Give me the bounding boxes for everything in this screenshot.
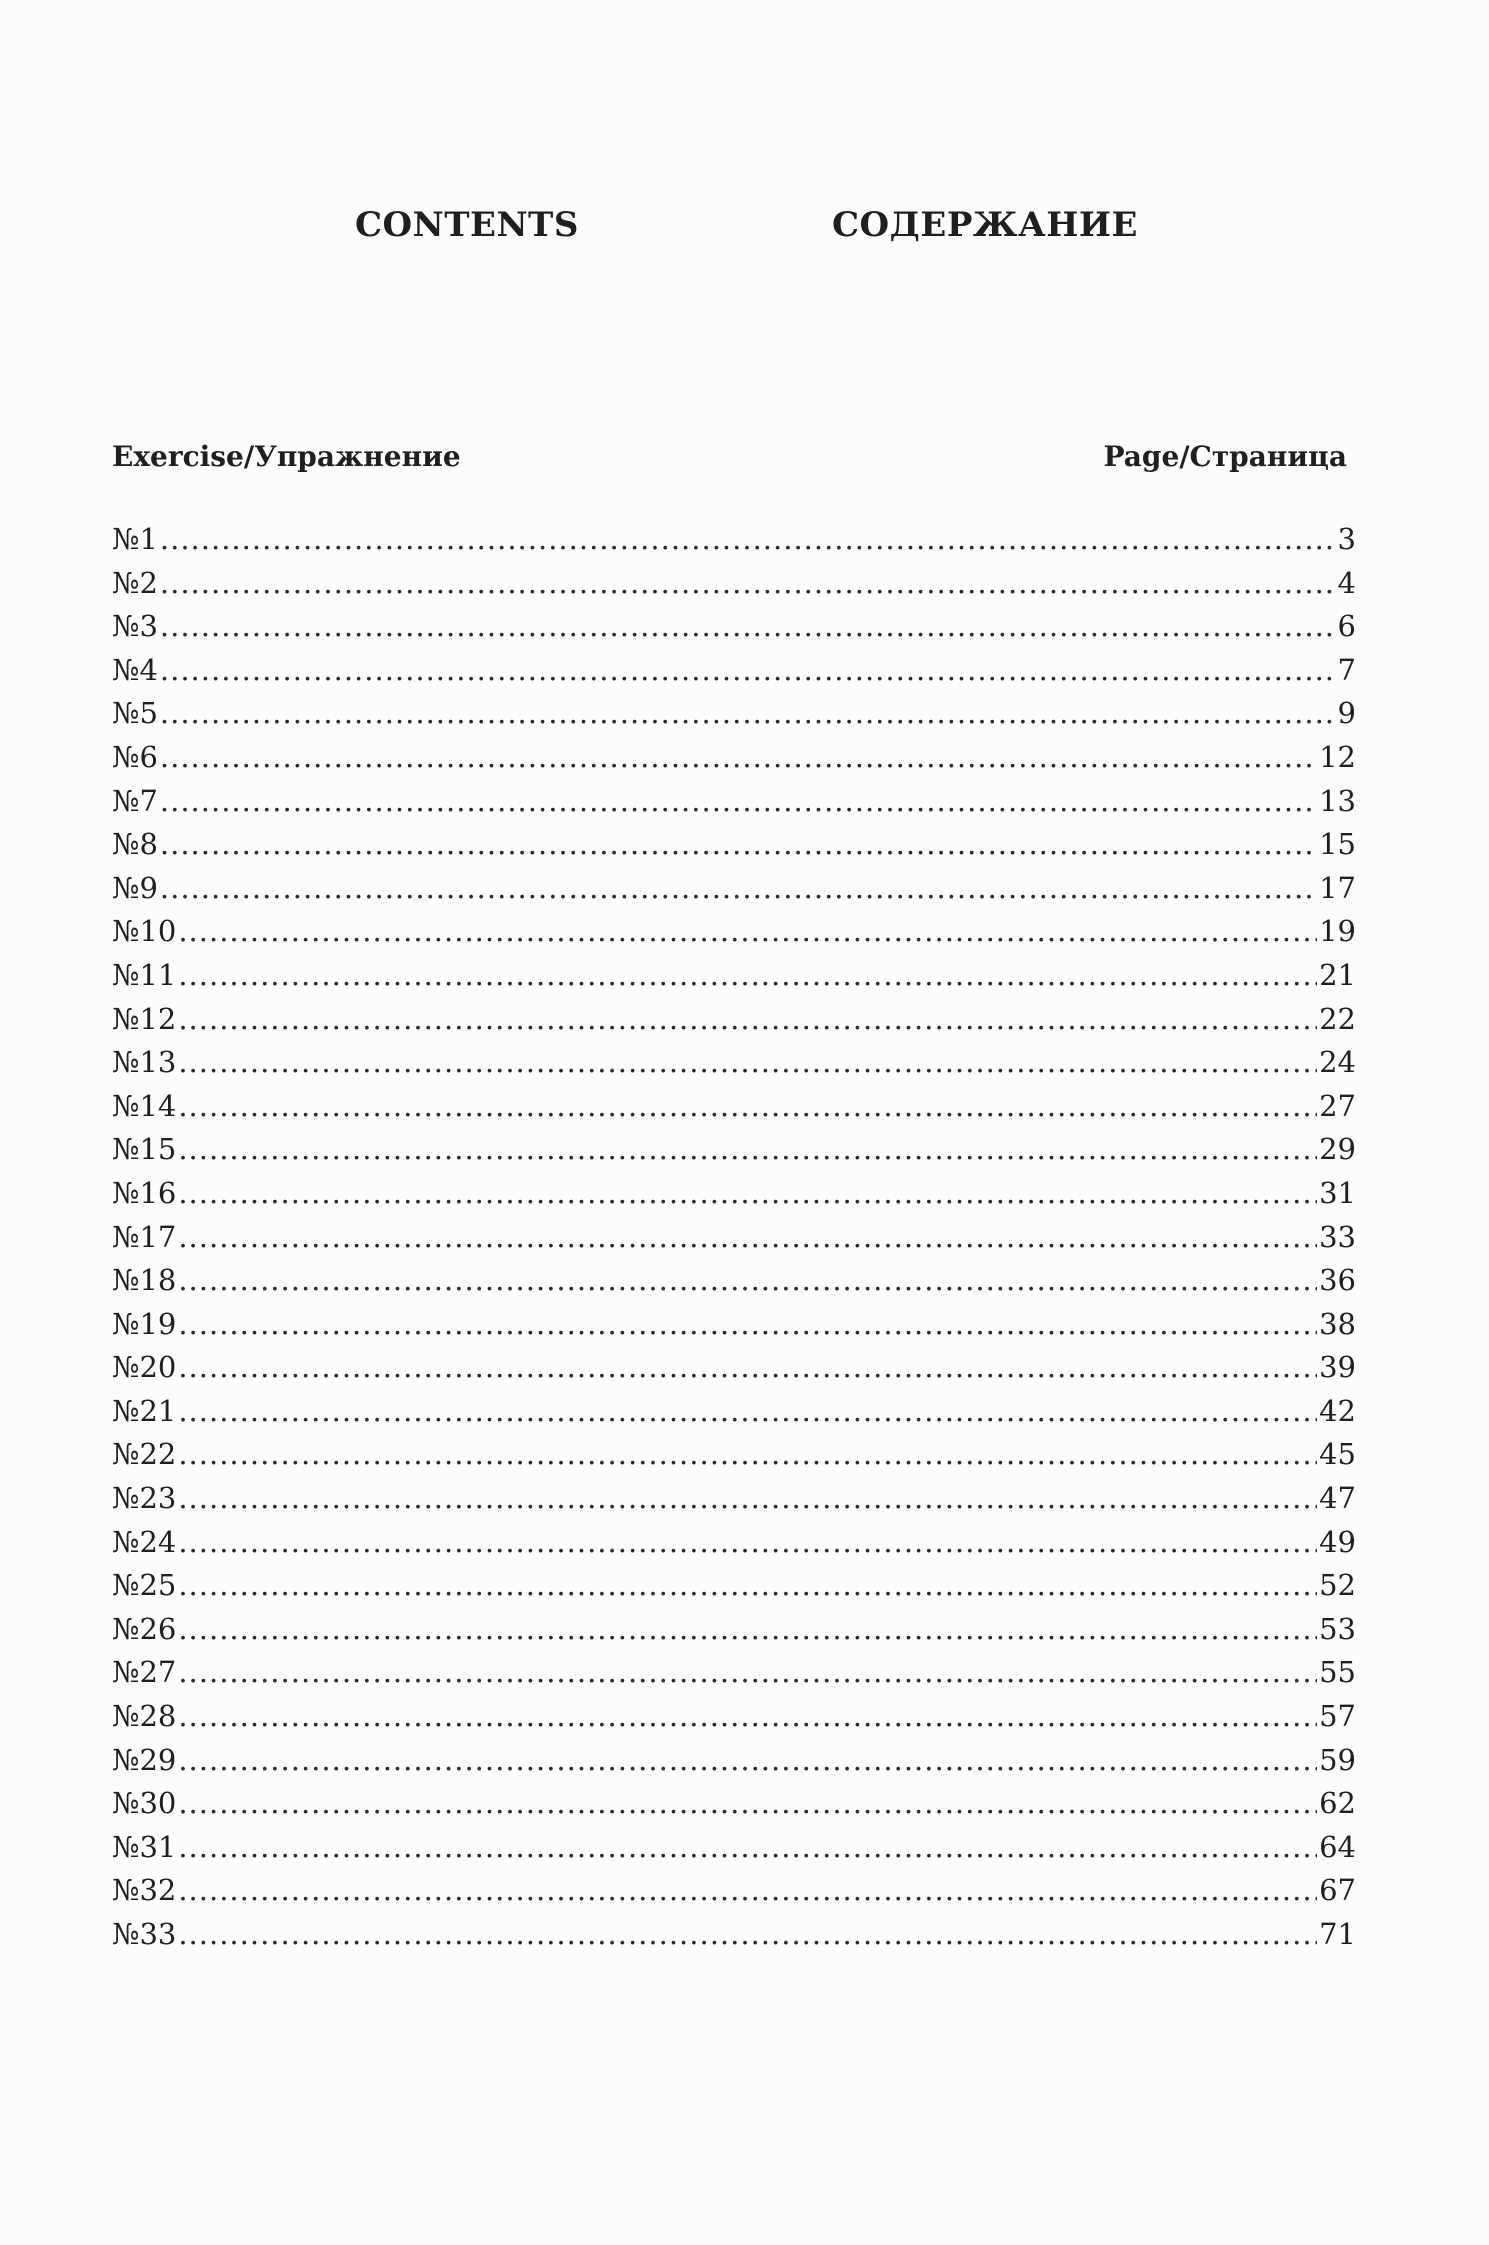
toc-entry-label: №30 <box>112 1786 177 1821</box>
toc-entry-page: 71 <box>1319 1917 1356 1951</box>
toc-entry <box>112 1433 1356 1477</box>
toc-entry <box>112 1085 1356 1129</box>
dot-leader <box>178 1303 1317 1347</box>
exercise-column-header: Exercise/Упражнение <box>112 440 461 473</box>
toc-entry-page: 47 <box>1319 1481 1356 1516</box>
toc-entry-label: №25 <box>112 1568 177 1603</box>
toc-entry-page: 29 <box>1319 1132 1356 1167</box>
toc-entry-label: №6 <box>112 739 158 774</box>
toc-entry <box>112 1608 1356 1652</box>
dot-leader <box>178 1216 1317 1260</box>
toc-entry <box>112 1869 1356 1913</box>
dot-leader <box>178 1564 1317 1608</box>
toc-entry-label: №2 <box>112 565 158 600</box>
toc-entry <box>112 1521 1356 1565</box>
toc-entry-label: №8 <box>112 827 158 862</box>
toc-entry-label: №13 <box>112 1045 177 1080</box>
dot-leader <box>178 1172 1317 1216</box>
dot-leader <box>160 562 1336 606</box>
toc-entry-page: 49 <box>1319 1524 1356 1559</box>
toc-entry-label: №23 <box>112 1481 177 1516</box>
toc-entry <box>112 1782 1356 1826</box>
toc-entry <box>112 867 1356 911</box>
dot-leader <box>160 605 1336 649</box>
toc-entry-page: 19 <box>1319 914 1356 949</box>
toc-entry-label: №9 <box>112 870 158 905</box>
toc-entry-label: №27 <box>112 1655 177 1690</box>
toc-entry-label: №11 <box>112 957 177 992</box>
toc-entry-page: 15 <box>1319 827 1356 862</box>
toc-entry <box>112 780 1356 824</box>
toc-entry <box>112 823 1356 867</box>
table-of-contents <box>112 518 1356 1957</box>
dot-leader <box>160 518 1336 562</box>
toc-entry-page: 67 <box>1319 1873 1356 1908</box>
toc-entry-label: №12 <box>112 1001 177 1036</box>
dot-leader <box>160 780 1317 824</box>
dot-leader <box>178 954 1317 998</box>
toc-entry-label: №4 <box>112 652 158 687</box>
toc-entry-page: 17 <box>1319 870 1356 905</box>
dot-leader <box>178 1869 1317 1913</box>
toc-entry-label: №16 <box>112 1175 177 1210</box>
dot-leader <box>160 692 1336 736</box>
toc-entry-label: №26 <box>112 1611 177 1646</box>
toc-entry-label: №18 <box>112 1263 177 1298</box>
toc-entry-page: 12 <box>1319 739 1356 774</box>
toc-entry <box>112 1739 1356 1783</box>
toc-entry-label: №24 <box>112 1524 177 1559</box>
toc-entry-page: 33 <box>1319 1219 1356 1254</box>
toc-entry <box>112 605 1356 649</box>
toc-entry-page: 62 <box>1319 1786 1356 1821</box>
toc-entry-label: №15 <box>112 1132 177 1167</box>
toc-entry-label: №20 <box>112 1350 177 1385</box>
toc-entry-page: 55 <box>1319 1655 1356 1690</box>
toc-entry <box>112 1041 1356 1085</box>
toc-entry-page: 9 <box>1337 696 1356 731</box>
toc-entry-page: 3 <box>1337 522 1356 556</box>
toc-entry-page: 52 <box>1319 1568 1356 1603</box>
toc-entry <box>112 649 1356 693</box>
toc-entry-label: №21 <box>112 1393 177 1428</box>
dot-leader <box>178 1608 1317 1652</box>
dot-leader <box>160 867 1317 911</box>
toc-entry-page: 59 <box>1319 1742 1356 1777</box>
dot-leader <box>178 1128 1317 1172</box>
toc-entry <box>112 736 1356 780</box>
toc-entry-page: 21 <box>1319 957 1356 992</box>
toc-entry <box>112 692 1356 736</box>
toc-entry-page: 53 <box>1319 1611 1356 1646</box>
toc-entry-label: №1 <box>112 522 158 556</box>
toc-entry <box>112 1390 1356 1434</box>
toc-entry <box>112 1303 1356 1347</box>
toc-entry-page: 6 <box>1337 609 1356 644</box>
toc-entry <box>112 1826 1356 1870</box>
toc-entry-label: №32 <box>112 1873 177 1908</box>
toc-entry <box>112 518 1356 562</box>
toc-entry-label: №19 <box>112 1306 177 1341</box>
dot-leader <box>160 649 1336 693</box>
toc-entry-page: 22 <box>1319 1001 1356 1036</box>
toc-entry-page: 64 <box>1319 1829 1356 1864</box>
toc-entry-label: №33 <box>112 1917 177 1951</box>
dot-leader <box>178 1651 1317 1695</box>
page-title-english: CONTENTS <box>355 205 579 245</box>
dot-leader <box>178 1913 1317 1957</box>
toc-entry-page: 39 <box>1319 1350 1356 1385</box>
toc-entry-page: 13 <box>1319 783 1356 818</box>
dot-leader <box>178 1521 1317 1565</box>
toc-entry <box>112 998 1356 1042</box>
toc-entry-label: №29 <box>112 1742 177 1777</box>
toc-entry <box>112 562 1356 606</box>
toc-entry-label: №10 <box>112 914 177 949</box>
toc-entry <box>112 1651 1356 1695</box>
toc-entry <box>112 1913 1356 1957</box>
toc-entry-page: 45 <box>1319 1437 1356 1472</box>
toc-entry <box>112 910 1356 954</box>
page-column-header: Page/Страница <box>1103 440 1347 473</box>
dot-leader <box>178 1477 1317 1521</box>
toc-entry <box>112 1259 1356 1303</box>
dot-leader <box>178 910 1317 954</box>
toc-entry-page: 24 <box>1319 1045 1356 1080</box>
toc-entry <box>112 1346 1356 1390</box>
dot-leader <box>178 1085 1317 1129</box>
dot-leader <box>178 998 1317 1042</box>
toc-entry-label: №17 <box>112 1219 177 1254</box>
dot-leader <box>160 823 1317 867</box>
toc-entry-page: 36 <box>1319 1263 1356 1298</box>
toc-entry-label: №14 <box>112 1088 177 1123</box>
toc-entry <box>112 1695 1356 1739</box>
toc-entry <box>112 1477 1356 1521</box>
dot-leader <box>178 1390 1317 1434</box>
dot-leader <box>178 1346 1317 1390</box>
toc-entry <box>112 954 1356 998</box>
toc-entry-label: №5 <box>112 696 158 731</box>
toc-entry <box>112 1564 1356 1608</box>
toc-entry-label: №3 <box>112 609 158 644</box>
toc-entry-page: 31 <box>1319 1175 1356 1210</box>
toc-entry-page: 38 <box>1319 1306 1356 1341</box>
dot-leader <box>178 1739 1317 1783</box>
page-title-russian: СОДЕРЖАНИЕ <box>832 205 1138 245</box>
toc-entry-label: №7 <box>112 783 158 818</box>
toc-entry-page: 57 <box>1319 1699 1356 1734</box>
dot-leader <box>178 1259 1317 1303</box>
toc-entry-label: №31 <box>112 1829 177 1864</box>
toc-entry <box>112 1172 1356 1216</box>
toc-entry-label: №22 <box>112 1437 177 1472</box>
dot-leader <box>178 1782 1317 1826</box>
dot-leader <box>178 1433 1317 1477</box>
column-headers <box>112 440 1347 480</box>
dot-leader <box>178 1826 1317 1870</box>
dot-leader <box>160 736 1317 780</box>
toc-entry <box>112 1216 1356 1260</box>
toc-entry-label: №28 <box>112 1699 177 1734</box>
toc-entry-page: 4 <box>1337 565 1356 600</box>
dot-leader <box>178 1695 1317 1739</box>
headings <box>0 205 1489 255</box>
toc-entry-page: 42 <box>1319 1393 1356 1428</box>
toc-entry <box>112 1128 1356 1172</box>
toc-entry-page: 27 <box>1319 1088 1356 1123</box>
dot-leader <box>178 1041 1317 1085</box>
toc-entry-page: 7 <box>1337 652 1356 687</box>
